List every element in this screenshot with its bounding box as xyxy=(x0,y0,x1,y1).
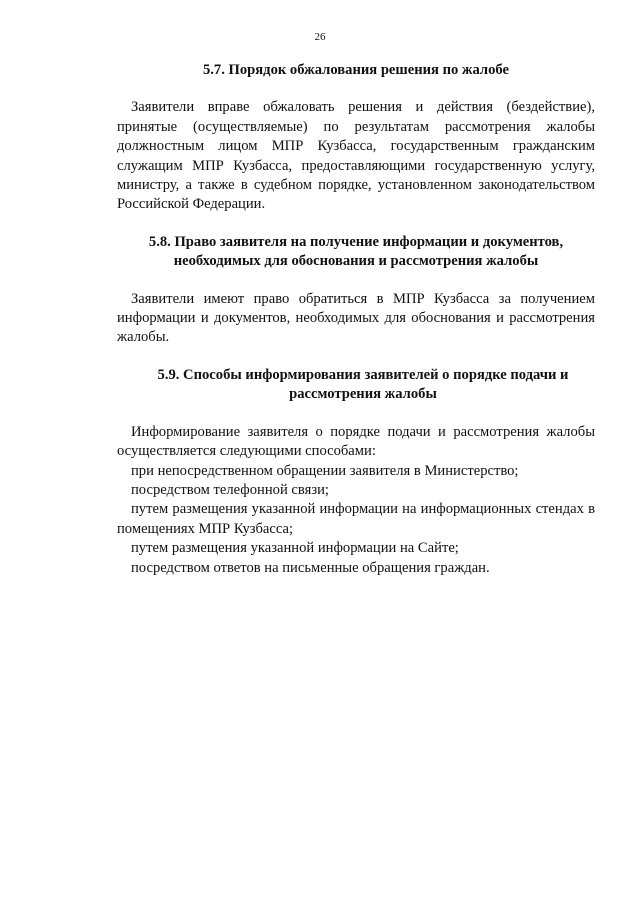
document-content xyxy=(117,61,595,578)
section-5-7-heading: 5.7. Порядок обжалования решения по жалобе xyxy=(202,62,509,78)
section-5-7-paragraph: Заявители вправе обжаловать решения и действия (бездействие), принятые (осуществляемые) по результатам рассмотрения жалобы должностным лицом МПР Кузбасса, государственным гражданским служащим МПР Кузбасса, предоставляющими государственную услугу, министру, а также в судебном порядке, установленном законодательством Российской Федерации. xyxy=(117,99,595,213)
list-item: путем размещения указанной информации на Сайте; xyxy=(131,540,459,557)
section-5-8-heading xyxy=(117,233,595,272)
list-item: путем размещения указанной информации на информационных стендах в помещениях МПР Кузбасса; xyxy=(117,501,595,537)
list-item: при непосредственном обращении заявителя в Министерство; xyxy=(131,462,519,479)
section-5-9-heading xyxy=(117,366,595,405)
list-item: посредством ответов на письменные обращения граждан. xyxy=(131,559,490,576)
section-5-9-heading-line2: рассмотрения жалобы xyxy=(289,386,437,403)
section-5-9-heading-line1: 5.9. Способы информирования заявителей о порядке подачи и xyxy=(157,366,569,383)
section-5-8-heading-line1: 5.8. Право заявителя на получение информации и документов, xyxy=(148,233,564,250)
list-item: посредством телефонной связи; xyxy=(131,481,329,498)
page-number: 26 xyxy=(314,31,326,43)
section-5-8-paragraph: Заявители имеют право обратиться в МПР Кузбасса за получением информации и документов, необходимых для обоснования и рассмотрения жалобы. xyxy=(117,290,595,346)
section-5-8-heading-line2: необходимых для обоснования и рассмотрения жалобы xyxy=(173,253,539,270)
section-5-9-paragraph: Информирование заявителя о порядке подачи и рассмотрения жалобы осуществляется следующими способами: xyxy=(117,423,595,460)
